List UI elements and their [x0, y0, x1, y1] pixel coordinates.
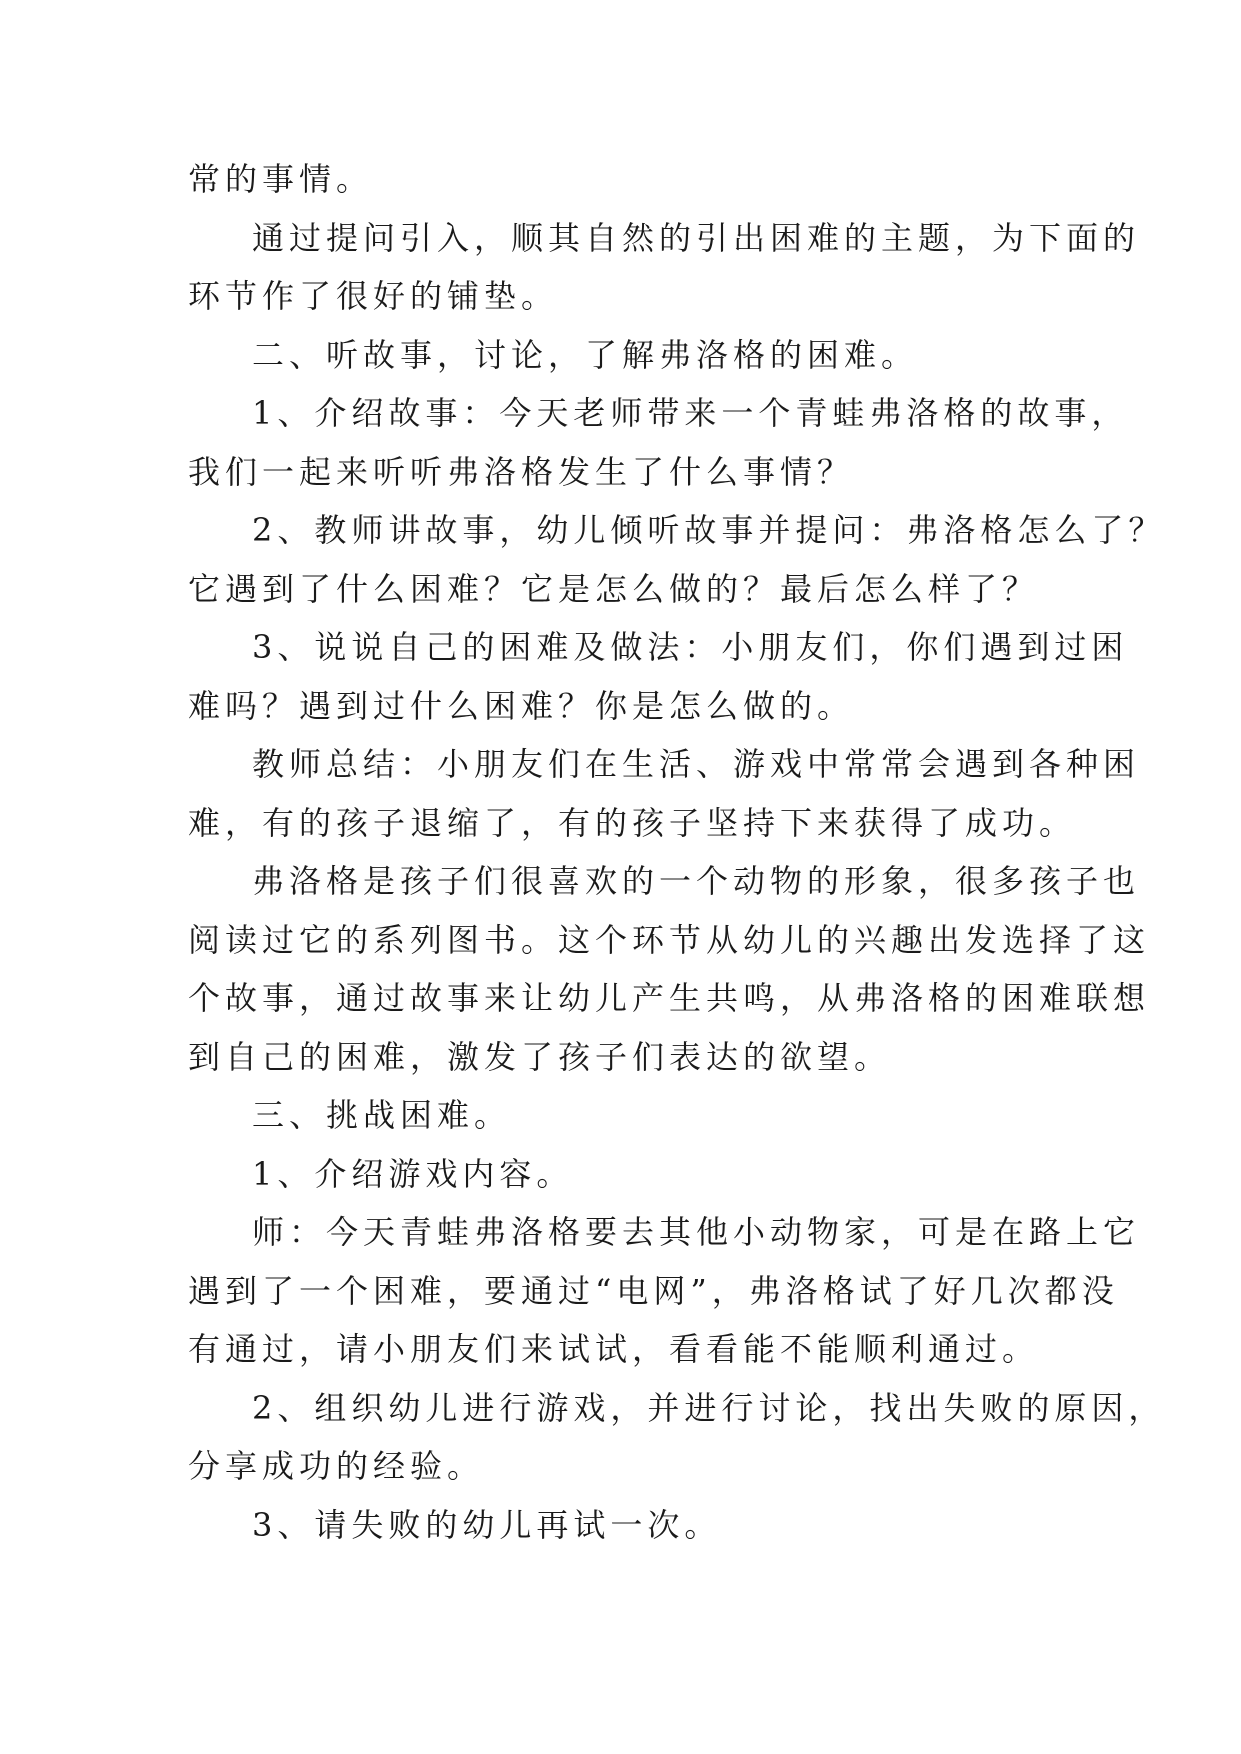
- text-line: 有通过，请小朋友们来试试，看看能不能顺利通过。: [188, 1330, 1040, 1368]
- text-line: 难吗？遇到过什么困难？你是怎么做的。: [188, 686, 855, 725]
- text-line: 它遇到了什么困难？它是怎么做的？最后怎么样了？: [188, 569, 1040, 608]
- text-line: 个故事，通过故事来让幼儿产生共鸣，从弗洛格的困难联想: [188, 979, 1151, 1017]
- text-line: 2、教师讲故事，幼儿倾听故事并提问：弗洛格怎么了？: [252, 511, 1166, 549]
- text-line: 教师总结：小朋友们在生活、游戏中常常会遇到各种困: [252, 745, 1141, 783]
- text-line: 难，有的孩子退缩了，有的孩子坚持下来获得了成功。: [188, 803, 1077, 842]
- document-body: [188, 150, 1166, 1554]
- text-line: 二、听故事，讨论，了解弗洛格的困难。: [252, 335, 919, 374]
- text-line: 1、介绍故事：今天老师带来一个青蛙弗洛格的故事，: [252, 394, 1129, 432]
- text-line: 3、请失败的幼儿再试一次。: [252, 1505, 722, 1544]
- text-line: 弗洛格是孩子们很喜欢的一个动物的形象，很多孩子也: [252, 862, 1141, 900]
- text-line: 到自己的困难，激发了孩子们表达的欲望。: [188, 1037, 892, 1076]
- text-line: 常的事情。: [188, 160, 374, 198]
- text-line: 3、说说自己的困难及做法：小朋友们，你们遇到过困: [252, 628, 1129, 666]
- text-line: 通过提问引入，顺其自然的引出困难的主题，为下面的: [252, 218, 1141, 257]
- text-line: 分享成功的经验。: [188, 1447, 485, 1485]
- text-line: 师：今天青蛙弗洛格要去其他小动物家，可是在路上它: [252, 1213, 1141, 1251]
- text-line: 环节作了很好的铺垫。: [188, 277, 559, 315]
- text-line: 阅读过它的系列图书。这个环节从幼儿的兴趣出发选择了这: [188, 920, 1151, 959]
- text-line: 三、挑战困难。: [252, 1096, 512, 1134]
- text-line: 我们一起来听听弗洛格发生了什么事情？: [188, 452, 855, 491]
- text-line: 遇到了一个困难，要通过“电网”，弗洛格试了好几次都没: [188, 1271, 1119, 1310]
- text-line: 1、介绍游戏内容。: [252, 1154, 574, 1193]
- text-line: 2、组织幼儿进行游戏，并进行讨论，找出失败的原因，: [252, 1388, 1166, 1427]
